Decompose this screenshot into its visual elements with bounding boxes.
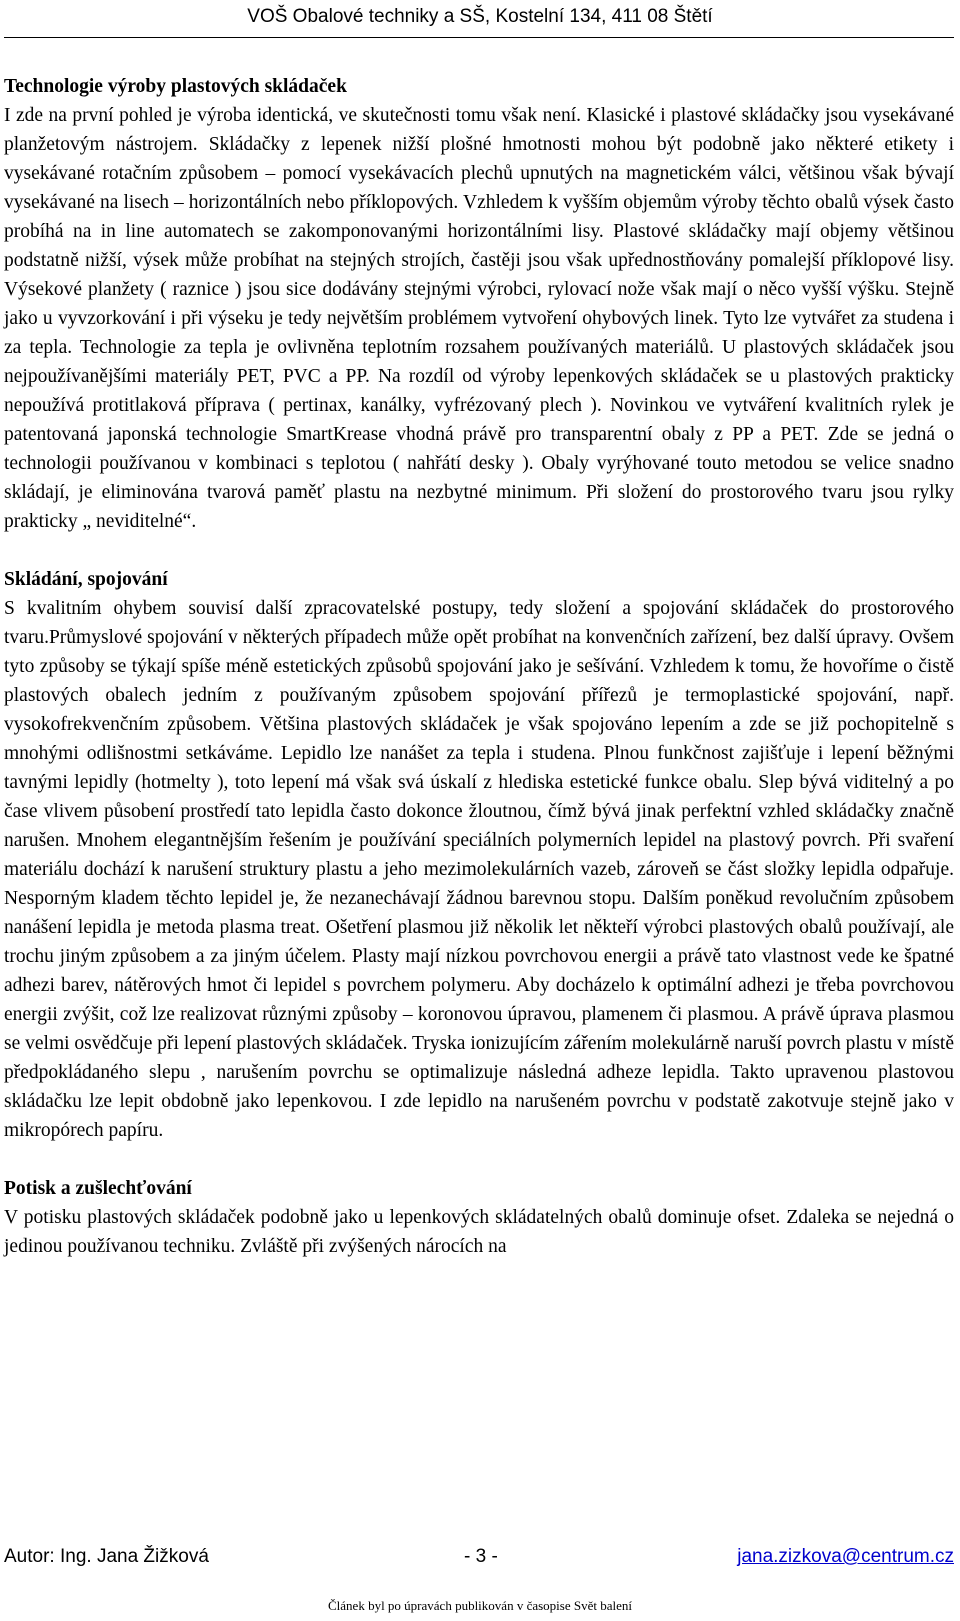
- page-header: VOŠ Obalové techniky a SŠ, Kostelní 134, 411 08 Štětí: [247, 6, 713, 27]
- section-technology: [4, 72, 954, 536]
- document-body: [4, 72, 954, 1261]
- section-printing-finishing: [4, 1174, 954, 1261]
- page-number: - 3 -: [464, 1546, 498, 1567]
- publication-note: Článek byl po úpravách publikován v časopise Svět balení: [328, 1598, 632, 1613]
- section-title: Potisk a zušlechťování: [4, 1178, 192, 1199]
- section-paragraph: S kvalitním ohybem souvisí další zpracovatelské postupy, tedy složení a spojování skládaček do prostorového tvaru.Průmyslové spojování v některých případech může opět probíhat na konvenčních zařízení, bez další úpravy. Ovšem tyto způsoby se týkají spíše méně estetických způsobů spojování jako je sešívání. Vzhledem k tomu, že hovoříme o čistě plastových obalech jedním z používaným způsobem spojování přířezů je termoplastické spojování, např. vysokofrekvenčním způsobem. Většina plastových skládaček je však spojováno lepením a zde se již pochopitelně s mnohými odlišnostmi setkáváme. Lepidlo lze nanášet za tepla i studena. Plnou funkčnost zajišťuje i lepení běžnými tavnými lepidly (hotmelty ), toto lepení má však svá úskalí z hlediska estetické funkce obalu. Slep bývá viditelný a po čase vlivem působení prostředí tato lepidla často dokonce žloutnou, čímž bývá jinak perfektní vzhled skládačky značně narušen. Mnohem elegantnějším řešením je používání speciálních polymerních lepidel na plastový povrch. Při svaření materiálu dochází k narušení struktury plastu a jeho mezimolekulárních vazeb, zároveň se část složky lepidla odpařuje. Nesporným kladem těchto lepidel je, že nezanechávají žádnou barevnou stopu. Dalším poněkud revolučním způsobem nanášení lepidla je metoda plasma treat. Ošetření plasmou již několik let někteří výrobci plastových obalů používají, ale trochu jiným způsobem a za jiným účelem. Plasty mají nízkou povrchovou energii a právě tato vlastnost vede ke špatné adhezi barev, nátěrových hmot či lepidel s povrchem polymeru. Aby docházelo k optimální adhezi je třeba povrchovou energii zvýšit, což lze realizovat různými způsoby – koronovou úpravou, plamenem či plasmou. A právě úprava plasmou se velmi osvědčuje při lepení plastových skládaček. Tryska ionizujícím zářením molekulárně naruší povrch plastu v místě předpokládaného slepu , narušením povrchu se optimalizuje následná adheze lepidla. Takto upravenou plastovou skládačku lze lepit obdobně jako lepenkovou. I zde lepidlo na narušeném povrchu v podstatě zakotvuje stejně jako v mikropórech papíru.: [4, 598, 954, 1141]
- footer-author: Autor: Ing. Jana Žižková: [4, 1546, 209, 1567]
- section-title: Skládání, spojování: [4, 569, 168, 590]
- section-title: Technologie výroby plastových skládaček: [4, 76, 347, 97]
- header-divider: [4, 37, 954, 38]
- section-paragraph: V potisku plastových skládaček podobně jako u lepenkových skládatelných obalů dominuje ofset. Zdaleka se nejedná o jedinou používanou techniku. Zvláště při zvýšených nárocích na: [4, 1207, 954, 1257]
- author-email-link[interactable]: jana.zizkova@centrum.cz: [737, 1546, 954, 1567]
- section-folding-joining: [4, 565, 954, 1145]
- section-paragraph: I zde na první pohled je výroba identická, ve skutečnosti tomu však není. Klasické i plastové skládačky jsou vysekávané planžetovým nástrojem. Skládačky z lepenek nižší plošné hmotnosti mohou být podobně jako některé etikety i vysekávané rotačním způsobem – pomocí vysekávacích plechů upnutých na magnetickém válci, většinou však bývají vysekávané na lisech – horizontálních nebo příklopových. Vzhledem k vyšším objemům výroby těchto obalů výsek často probíhá na in line automatech se zakomponovanými horizontálními lisy. Plastové skládačky mají objemy většinou podstatně nižší, výsek může probíhat na stejných strojích, častěji jsou však upřednostňovány pomalejší příklopové lisy. Výsekové planžety ( raznice ) jsou sice dodávány stejnými výrobci, rylovací nože však mají o něco vyšší výšku. Stejně jako u vyvzorkování i při výseku je tedy největším problémem vytvoření ohybových linek. Tyto lze vytvářet za studena i za tepla. Technologie za tepla je ovlivněna teplotním rozsahem používaných materiálů. U plastových skládaček jsou nejpoužívanějšími materiály PET, PVC a PP. Na rozdíl od výroby lepenkových skládaček se u plastových prakticky nepoužívá protitlaková příprava ( pertinax, kanálky, vyfrézovaný plech ). Novinkou ve vytváření kvalitních rylek je patentovaná japonská technologie SmartKrease vhodná právě pro transparentní obaly z PP a PET. Zde se jedná o technologii používanou v kombinaci s teplotou ( nahřátí desky ). Obaly vyrýhované touto metodou se velice snadno skládají, je eliminována tvarová paměť plastu na nezbytné minimum. Při složení do prostorového tvaru jsou rylky prakticky „ neviditelné“.: [4, 105, 954, 532]
- page-footer: [4, 1543, 954, 1571]
